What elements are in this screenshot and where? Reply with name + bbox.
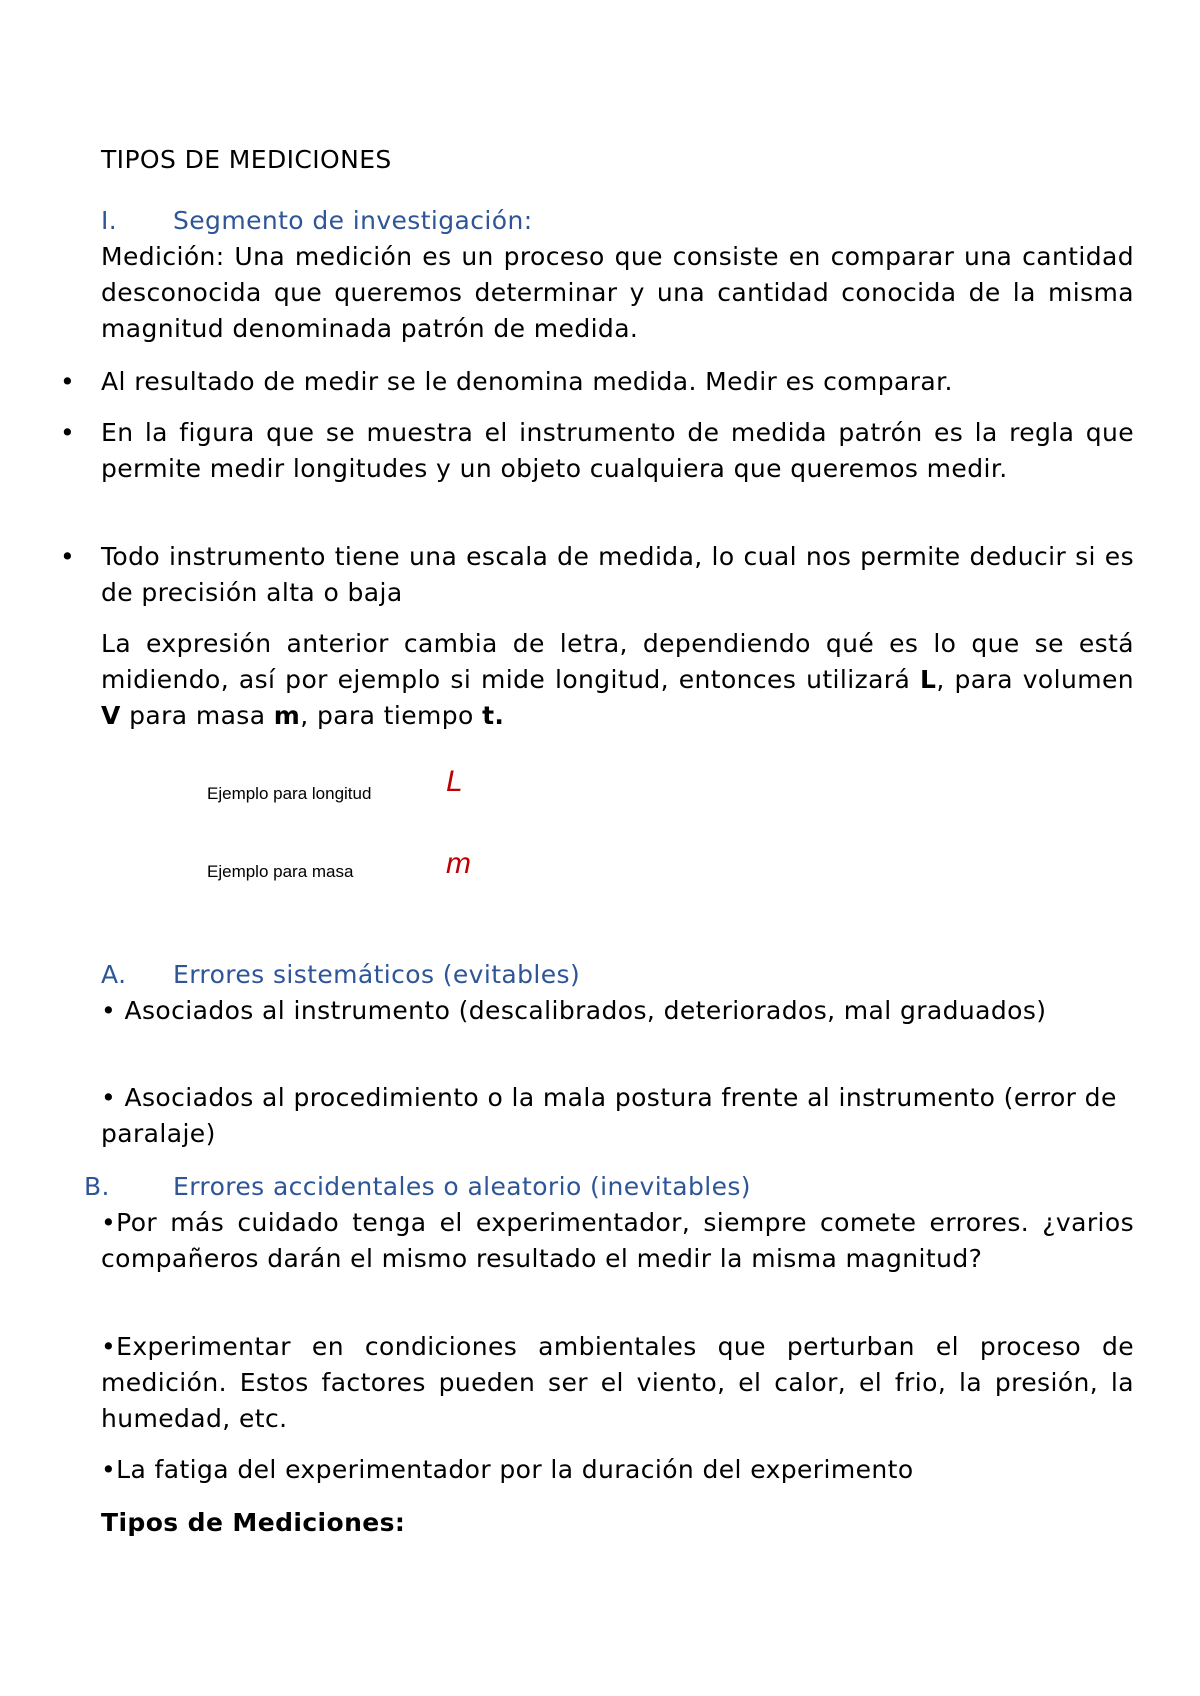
list-item: •La fatiga del experimentador por la duración del experimento (101, 1455, 914, 1484)
bullet-mark: • (60, 418, 76, 447)
example-label: Ejemplo para masa (207, 862, 354, 881)
symbol-mass: m (273, 701, 301, 730)
bullet-text: Al resultado de medir se le denomina medida. Medir es comparar. (101, 367, 953, 396)
bullet-mark: • (60, 542, 76, 571)
list-item: •Por más cuidado tenga el experimentador, siempre comete errores. ¿varios compañeros darán el mismo resultado el medir la misma magnitud? (101, 1208, 1134, 1273)
list-item: • Asociados al procedimiento o la mala postura frente al instrumento (error de paralaje) (101, 1083, 1117, 1148)
symbol-time: t. (482, 701, 505, 730)
bullet-mark: • (60, 367, 76, 396)
list-item: •Experimentar en condiciones ambientales que perturban el proceso de medición. Estos factores pueden ser el viento, el calor, el frio, la presión, la humedad, etc. (101, 1332, 1134, 1433)
example-symbol: m (446, 847, 471, 880)
example-label: Ejemplo para longitud (207, 784, 372, 803)
section-b-heading: Errores accidentales o aleatorio (inevitables) (173, 1172, 751, 1201)
document-title: TIPOS DE MEDICIONES (101, 145, 392, 174)
section-a-number: A. (101, 960, 127, 989)
list-item: • Asociados al instrumento (descalibrados, deteriorados, mal graduados) (101, 996, 1047, 1025)
expression-paragraph (101, 626, 1134, 734)
measurement-definition: Medición: Una medición es un proceso que consiste en comparar una cantidad desconocida que queremos determinar y una cantidad conocida de la misma magnitud denominada patrón de medida. (101, 242, 1134, 343)
expression-text: para masa (120, 701, 274, 730)
section-1-number: I. (101, 206, 118, 235)
symbol-length: L (920, 665, 937, 694)
section-a-heading: Errores sistemáticos (evitables) (173, 960, 581, 989)
expression-text: , para volumen (936, 665, 1134, 694)
bullet-text: En la figura que se muestra el instrumento de medida patrón es la regla que permite medir longitudes y un objeto cualquiera que queremos medir. (101, 418, 1134, 483)
section-b-number: B. (84, 1172, 110, 1201)
expression-text: La expresión anterior cambia de letra, dependiendo qué es lo que se está midiendo, así por ejemplo si mide longitud, entonces utilizará (101, 629, 1134, 694)
section-1-heading: Segmento de investigación: (173, 206, 533, 235)
symbol-volume: V (101, 701, 121, 730)
footer-heading: Tipos de Mediciones: (101, 1508, 406, 1537)
expression-text: , para tiempo (300, 701, 483, 730)
example-symbol: L (446, 765, 463, 798)
bullet-text: Todo instrumento tiene una escala de medida, lo cual nos permite deducir si es de precisión alta o baja (101, 542, 1134, 607)
